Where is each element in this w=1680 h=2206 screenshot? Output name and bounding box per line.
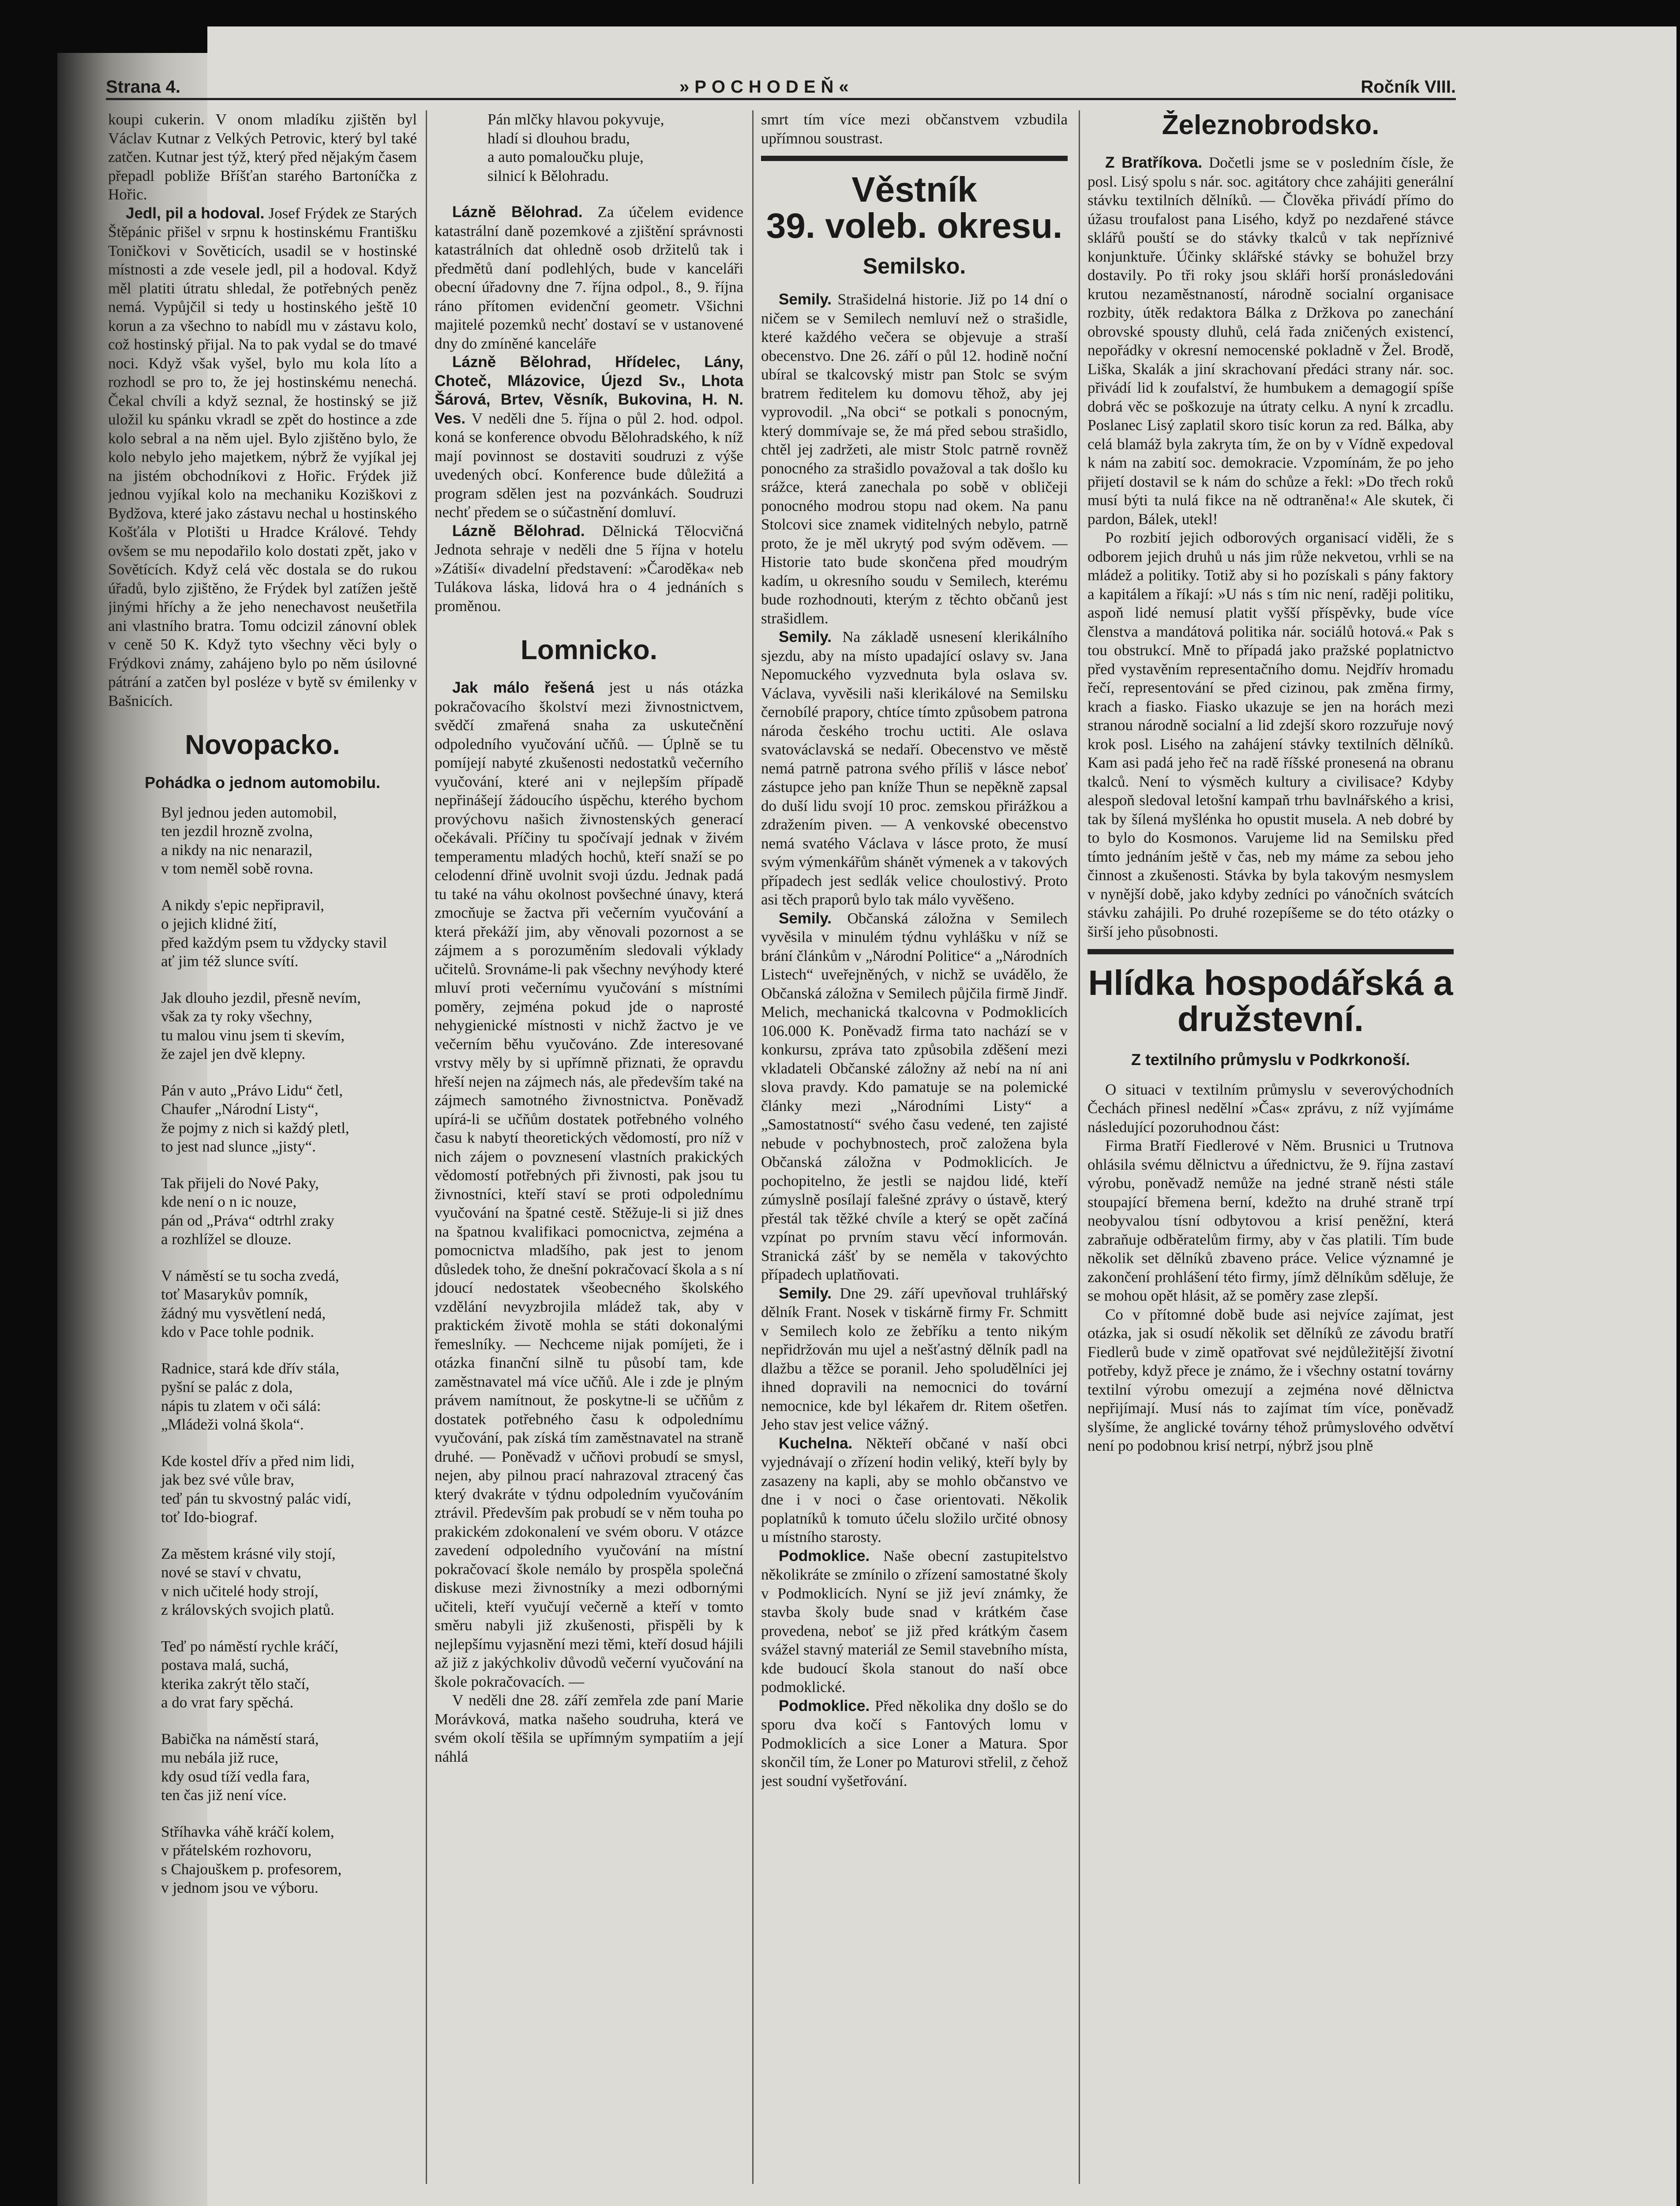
- article-text: [761, 1547, 1068, 1697]
- poem-line: tu malou vinu jsem ti skevím,: [161, 1026, 345, 1044]
- article-body: jest u nás otázka pokračovacího školství mezi živnostnictvem, svědčí zmařená snaha za uskutečnění odpoledního vyučování učňů. — Úplně se tu pomíjejí nabyté zkušenosti nedostatků večerního vyučování, které ani v nejlepším případě nepřinášejí žádoucího úspěchu, kterého bychom provýchovu našich živnostenských generací očekávali. Příčiny tu spočívají jednak v živém temperamentu mladých hochů, kteří snaží se po celodenní dřině uvolnit svoji úzdu. Jednak padá tu také na váhu okolnost povšechné únavy, která zmocňuje se žactva při večerním vyučování a která překáží jim, aby věnovali pozornost a se zájmem a s porozuměním sledovali výklady učitelů. Srovnáme-li pak všechny nevýhody které mluví proti večernímu vyučování s místními poměry, zejména pokud jde o naprosté nehygienické místnosti v nichž žactvo je ve večerním běhu vyučováno. Zde interesované vrstvy měly by si upřímně přiznati, že opravdu hřeší nejen na zájmech nás, ale především také na zájmech samotného živnostnictva. Poněvadž upírá-li se učňům dostatek potřebného volného času k nabytí theoretických vědomostí, pro níž v nich zájem o povznesení vlastních prakických vědomostí potřebných při živnosti, pak jsou tu živnostníci, kteří staví se proti odpolednímu vyučování na špatné cestě. Stěžuje-li si již dnes na špatnou kvalifikaci pomocnictva, zejména a pomocnictva mladšího, pak jest to jenom důsledek toho, že dnešní pokračovací škola a s ní jdoucí nedostatek všeobecného školského vzdělání nevyzbrojila mládež tak, aby v praktickém životě mohla se státi dokonalými řemeslníky. — Nechceme nijak pomíjeti, že i otázka finanční silně tu působí tam, kde zaměstnavatel má více učňů. Ale i zde je plným právem namítnout, že poskytne-li se učňům z dostatek potřebného času k odpolednímu vyučování, pak získá tím zaměstnavatel na straně druhé. — Poněvadž v učňovi probudí se smysl, nejen, aby pilnou prací nahrazoval ztracený čas který dvakráte v týdnu odpoledním vyučováním ztrávil. Především pak probudí se v něm touha po prakickém zdokonalení ve svém oboru. V otázce zavedení odpoledního vyučování na místní pokračovací škole nemálo by prospěla společná diskuse mezi živnostníky a mezi odbornými učiteli, kteří vyučují večerně a kteří v tomto směru nabyli již zkušenosti, přispěli by k nejlepšímu vyjasnění mezi těmi, kteří dosud hájili až již z jakýchkoliv důvodů večerní vyučování na škole pokračovacích. —: [435, 679, 743, 1690]
- volume-label: Ročník VIII.: [1361, 77, 1456, 97]
- article-head: Semily.: [779, 628, 832, 645]
- poem-line: pyšní se palác z dola,: [161, 1378, 293, 1396]
- poem-line: „Mládeži volná škola“.: [161, 1416, 304, 1433]
- poem-line: to jest nad slunce „jisty“.: [161, 1138, 316, 1155]
- article-text: [435, 203, 743, 353]
- poem-line: toť Masarykův pomník,: [161, 1286, 308, 1303]
- article-text: [761, 1697, 1068, 1791]
- column-2: [435, 110, 743, 2206]
- article-body: Strašidelná historie. Již po 14 dní o ničem se v Semilech nemluví než o strašidle, které každého večera se objevuje a straší obecenstvo. Dne 26. září o půl 12. hodině noční ubíral se tkalcovský mistr pan Stolc se svým bratrem ředitelem ku domovu těhož, aby jej vyprovodil. „Na obci“ se potkali s ponocným, který dommívaje se, že má před sebou strašidlo, chtěl jej zadržeti, ale mistr Stolc patrně rovněž ponocného za strašidlo považoval a tak došlo ku srážce, která zanechala po sobě v obličeji ponocného modrou stopu nad okem. Na panu Stolcovi sice znamek viditelných nebylo, patrně proto, že je měl ukrytý pod svým oděvem. — Historie tato bude skončena před moudrým kadím, u okresního soudu v Semilech, kterému bude rozhodnouti, kterým z těchto občanů jest strašidlem.: [761, 291, 1068, 627]
- section-heading: Novopacko.: [185, 730, 340, 760]
- poem-line: Za městem krásné vily stojí,: [161, 1545, 336, 1562]
- poem-line: Chaufer „Národní Listy“,: [161, 1100, 319, 1118]
- poem-line: v tom neměl sobě rovna.: [161, 860, 314, 877]
- article-body: Někteří občané v naší obci vyjednávají o zřízení hodin veliký, kteří byly by zasazeny na kapli, aby se mohlo občanstvo ve dne i v noci o čase orientovati. Několik poplatníků k tomuto účelu složilo určité obnosy u místního starosty.: [761, 1434, 1068, 1546]
- poem-line: A nikdy s'epic nepřipravil,: [161, 896, 324, 914]
- page-header: [106, 53, 1456, 101]
- article-body: Za účelem evidence katastrální daně pozemkové a zjištění správnosti katastrálních dat ohledně osob držitelů tak i předmětů daní podlehlých, bude v kanceláři obecní úřadovny dne 7. října odpol., 8., 9. října ráno přítomen evidenční geometr. Všichni majitelé pozemků nechť dostaví se v ustanovené dny do zmíněné kanceláře: [435, 203, 743, 352]
- article-head: Lázně Bělohrad, Hřídelec, Lány, Choteč, Mlázovice, Újezd Sv., Lhota Šárová, Brtev, Věsník, Bukovina, H. N. Ves.: [435, 353, 743, 427]
- column-4: [1088, 110, 1454, 2206]
- poem-line: silnicí k Bělohradu.: [488, 167, 609, 184]
- article-text: Po rozbití jejich odborových organisací viděli, že s odborem jejich druhů u nás jim růže nekvetou, vrhli se na mládež a politiky. Totiž aby si ho pozískali s pány faktory a kapitálem a říkají: »U nás s tím nic není, raději politiku, aspoň lidé nemusí platit vyšší příspěvky, bude více členstva a mandátová politika nár. sociálů hotová.« Pak s tou obstrukcí. Mně to případá jako pražské poplatnictvo před vystavěním representačního domu. Nejdřív hromadu řečí, representování se před cizinou, pak změna firmy, krach a fiasko. Fiasko ukazuje se jen na horách mezi stranou národně socialní a lid zdejší skoro rozzuřuje nový krok posl. Lisého na zahájení stávky textilních dělníků. Kam asi padá jeho řeč na radě říšské pronesená na obranu tkalců. Není to výsměch kultury a civilisace? Kdyby alespoň sledoval letošní kampaň trhu bavlnářského a krisi, tak by šílená myšlénka ho opustit musela. A neb dobré by to bylo do Kosmonos. Varujeme lid na Semilsku před tímto jednáním ještě v čas, neb my máme za sebou jeho činnost a zkušenosti. Stávka by byla takovým nesmyslem v nynější době, jako kdyby zedníci po vánočních svátcích stávku zahájili. Po druhé rozepíšeme se do této otázky o širší jeho působnosti.: [1088, 529, 1454, 940]
- poem-stanza: [108, 1637, 417, 1712]
- poem-line: žádný mu vysvětlení nedá,: [161, 1304, 326, 1322]
- poem-title: Pohádka o jednom automobilu.: [144, 773, 381, 792]
- poem-line: teď pán tu skvostný palác vidí,: [161, 1489, 351, 1507]
- poem-line: před každým psem tu vždycky stavil: [161, 934, 387, 951]
- poem-line: Jak dlouho jezdil, přesně nevím,: [161, 989, 361, 1006]
- article-text: [108, 204, 417, 711]
- poem-line: však za ty roky všechny,: [161, 1008, 312, 1025]
- column-1: [108, 110, 417, 2206]
- poem-stanza: [108, 1452, 417, 1527]
- paper-title: »POCHODEŇ«: [679, 77, 854, 97]
- article-text: [761, 1434, 1068, 1547]
- poem-line: toť Ido-biograf.: [161, 1508, 258, 1526]
- poem-line: Babička na náměstí stará,: [161, 1730, 319, 1748]
- poem-line: a rozhlížel se dlouze.: [161, 1231, 292, 1248]
- poem-line: kdy osud tíží vedla fara,: [161, 1767, 310, 1785]
- section-heading: Železnobrodsko.: [1162, 110, 1380, 140]
- article-text: [761, 909, 1068, 1284]
- column-divider: [1079, 110, 1080, 2184]
- poem-line: v přátelském rozhovoru,: [161, 1842, 312, 1859]
- poem-stanza: [108, 896, 417, 971]
- poem-line: s Chajouškem p. profesorem,: [161, 1860, 342, 1878]
- poem-line: Kde kostel dřív a před nim lidi,: [161, 1452, 355, 1470]
- article-text: V neděli dne 28. září zemřela zde paní Marie Morávková, matka našeho soudruha, která ve svém okolí těšila se upřímným sympatiím a její náhlá: [435, 1692, 743, 1765]
- poem-stanza: [108, 1545, 417, 1620]
- poem-line: kde není o n ic nouze,: [161, 1193, 297, 1210]
- article-body: Před několika dny došlo se do sporu dva kočí s Fantových lomu v Podmoklicích a sice Loner a Matura. Spor skončil tím, že Loner po Maturovi střelil, z čehož jest soudní vyšetřování.: [761, 1697, 1068, 1790]
- poem-line: hladí si dlouhou bradu,: [488, 129, 630, 147]
- article-text: [435, 522, 743, 616]
- article-body: Na základě usnesení klerikálního sjezdu, aby na místo upadající oslavy sv. Jana Nepomuckého vyzvednuta byla oslava sv. Václava, vyvěsili naši klerikálové na Semilsku černobílé prapory, chtíce tímto způsobem patrona národa českého trochu uctiti. Ale oslava svatováclavská se nedaří. Obecenstvo ve městě nemá patrně patrona svého příliš v lásce neboť zástupce jeho pan kníže Thun se nepěkně zapsal do duší lidu svojí 10 proc. zemskou přirážkou a zdražením piven. — A venkovské obecenstvo nemá svatého Václava v lásce proto, že musí svým výmenkářům shánět výmenek a v takových případech jest sedlák velice choulostivý. Proto asi těch praporů bylo tak málo vyvěšeno.: [761, 628, 1068, 908]
- article-head: Podmoklice.: [779, 1547, 870, 1564]
- section-heading: Lomnicko.: [520, 635, 658, 665]
- poem-stanza: [108, 1823, 417, 1898]
- article-head: Podmoklice.: [779, 1697, 870, 1715]
- article-text: [435, 353, 743, 522]
- poem-line: kdo v Pace tohle podnik.: [161, 1323, 315, 1340]
- header-rule: [106, 98, 1456, 100]
- article-body: Dočetli jsme se v posledním čísle, že posl. Lisý spolu s nár. soc. agitátory chce zahájiti generální stávku textilních dělníků. — Člověka přivádí přímo do úžasu troufalost pana Lisého, když po nezdařené stávce sklářů pouští se do stávky tkalců v tak nepříznivé konjunktuře. Účinky sklářské stávky se bohužel brzy dostavily. Po tři roky jsou skláři horší pronásledováni krutou nezaměstnaností, národně socialní organisace rozbity, útěk redaktora Bálka z Držkova po zanechání obrovské spousty dluhů, celá řada zničených existencí, nepořádky v okresní nemocenské pokladně v Žel. Brodě, Liška, Skalák a jiní skrachovaní předáci strany nár. soc. přivádí lid k zoufalství, že humbukem a demagogií spíše dobrá věc se poškozuje na útraty celku. A nyní k zrcadlu. Poslanec Lisý zaplatil skoro tisíc korun za red. Bálka, aby celá blamáž byla zakryta tím, že on by v Vídně expedoval k nám na zabití soc. demokracie. Vzpomínám, že po jeho přijetí dostavil se k nám do schůze a řekl: »Do třech roků musí býti ta nulá fikce na ně odtraněna!« Ale skutek, či pardon, Bálek, utekl!: [1088, 154, 1454, 528]
- article-text: O situaci v textilním průmyslu v severovýchodních Čechách přinesl nedělní »Čas« zprávu, z níž vyjímáme následující pozoruhodnou část:: [1088, 1080, 1454, 1136]
- article-head: Jedl, pil a hodoval.: [126, 204, 265, 222]
- article-body: Dělnická Tělocvičná Jednota sehraje v neděli dne 5 října v hotelu »Zátiší« divadelní představení: »Čaroděka« neb Tulákova láska, lidová hra o 4 jednáních s proměnou.: [435, 522, 743, 615]
- poem-stanza: [108, 1730, 417, 1805]
- article-head: Semily.: [779, 1284, 832, 1302]
- section-rule: [1088, 949, 1454, 954]
- poem-stanza: [108, 989, 417, 1064]
- poem-line: pán od „Práva“ odtrhl zraky: [161, 1212, 334, 1229]
- article-head: Semily.: [779, 909, 832, 927]
- column-3: [761, 110, 1068, 2206]
- article-text: smrt tím více mezi občanstvem vzbudila upřímnou soustrast.: [761, 111, 1068, 147]
- article-head: Lázně Bělohrad.: [452, 522, 585, 540]
- poem-line: Teď po náměstí rychle kráčí,: [161, 1637, 339, 1655]
- poem-line: v nich učitelé hody strojí,: [161, 1582, 319, 1600]
- poem-line: Tak přijeli do Nové Paky,: [161, 1174, 319, 1192]
- article-body: Občanská záložna v Semilech vyvěsila v minulém týdnu vyhlášku v níž se brání článkům v „Národní Politice“ a „Národních Listech“ uveřejněných, v nichž se uvádělo, že Občanská záložna v Semilech půjčila firmě Jindř. Melich, mechanická tkalcovna v Podmoklicích 106.000 K. Poněvadž firma tato nachází se v konkursu, zpráva tato způsobila zděšení mezi vkladateli Občanské záložny až nebí na ní ani slova pravdy. Kdo pamatuje se na polemické články mezi „Národními Listy“ a „Samostatností“ svého času vedené, ten zajisté nebude v pochybnostech, proč založena byla Občanská záložna v Podmoklicích. Je pochopitelno, že jestli se najdou lidé, kteří zúmyslně posílají falešné zprávy o ústavě, který přestál tak těžké chvíle a který se opět začíná vzpínat po prvním stavu věcí informován. Stranická zášť by se neměla v takovýchto případech uplatňovati.: [761, 909, 1068, 1283]
- poem-line: a do vrat fary spěchá.: [161, 1694, 294, 1711]
- poem-line: Radnice, stará kde dřív stála,: [161, 1359, 340, 1377]
- poem-line: o jejich klidné žití,: [161, 915, 277, 932]
- article-body: Naše obecní zastupitelstvo několikráte se zmínilo o zřízení samostatné školy v Podmoklicích. Nyní se již jeví známky, že stavba školy bude snad v krátkém čase provedena, neboť se již před krátkým časem svážel stavný materiál ze Semil stavebního místa, kde budoucí škola stanout do naší obce podmoklické.: [761, 1547, 1068, 1696]
- column-divider: [426, 110, 427, 2184]
- column-divider: [752, 110, 754, 2184]
- poem-line: V náměstí se tu socha zvedá,: [161, 1267, 339, 1284]
- poem: [108, 803, 417, 1898]
- poem-line: ten čas již není více.: [161, 1786, 287, 1804]
- poem-line: nové se staví v chvatu,: [161, 1564, 301, 1581]
- section-heading: Hlídka hospodářská a družstevní.: [1088, 963, 1453, 1039]
- poem-line: v jednom jsou ve výboru.: [161, 1879, 319, 1896]
- poem-line: Pán v auto „Právo Lidu“ četl,: [161, 1081, 343, 1099]
- poem-line: ať jim též slunce svítí.: [161, 953, 299, 970]
- section-subheading: Semilsko.: [862, 254, 966, 278]
- article-head: Semily.: [779, 291, 832, 308]
- poem-stanza: [108, 1267, 417, 1342]
- poem-line: Pán mlčky hlavou pokyvuje,: [488, 111, 664, 128]
- poem-stanza: [108, 1081, 417, 1156]
- page-number: Strana 4.: [106, 77, 180, 97]
- poem-line: postava malá, suchá,: [161, 1656, 289, 1673]
- poem-line: kterika zakrýt tělo stačí,: [161, 1675, 310, 1692]
- article-body: Dne 29. září upevňoval truhlářský dělník Frant. Nosek v tiskárně firmy Fr. Schmitt v Semilech kolo ze žebříku a tento nikým nepřidržován mu ujel a nešťastný dělník padl na dlažbu a těžce se poranil. Jeho spoludělníci jej ihned dopravili na nemocnici do tovární nemocnice, kde byl lékařem dr. Ritem ošetřen. Jeho stav jest velice vážný.: [761, 1284, 1068, 1433]
- article-head: Jak málo řešená: [452, 679, 594, 696]
- poem-ending: [435, 110, 743, 185]
- poem-line: že pojmy z nich si každý pletl,: [161, 1119, 349, 1137]
- article-text: Firma Bratří Fiedlerové v Něm. Brusnici u Trutnova ohlásila svému dělnictvu a úřednictvu, že 9. října zastaví výrobu, poněvadž nemůže na jedné straně nésti stále stoupající břemena berní, kdežto na druhé straně trpí neobyvalou tísní odbytovou a krisí peněžní, která zabraňuje odběratelům firmy, aby v čas platili. Tím bude několik set dělníků zbaveno práce. Velice významné je zakončení prohlášení této firmy, jímž dělníkům sděluje, že se mohou opět hlásit, až se poměry zase zlepší.: [1088, 1137, 1454, 1304]
- article-text: koupi cukerin. V onom mladíku zjištěn byl Václav Kutnar z Velkých Petrovic, který byl také zatčen. Kutnar jest týž, který před nějakým časem přepadl pobliže Bříšťan starého Bartoníčka z Hořic.: [108, 111, 417, 203]
- article-subheading: Z textilního průmyslu v Podkrkonoší.: [1131, 1050, 1410, 1069]
- article-body: V neděli dne 5. října o půl 2. hod. odpol. koná se konference obvodu Bělohradského, k níž mají povinnost se dostaviti soudruzi z výše uvedených obcí. Konference bude důležitá a program sdělen jest na pozvánkách. Soudruzi nechť předem se o súčastnění domluví.: [435, 409, 743, 521]
- article-body: Josef Frýdek ze Starých Štěpánic přišel v srpnu k hostinskému Františku Toničkovi v Sověticích, usadil se v hostinské místnosti a zde vesele jedl, pil a hodoval. Když měl platiti útratu shledal, že potřebných peněz nemá. Vypůjčil si tedy u hostinského ještě 10 korun a za všechno to nabídl mu v zástavu kolo, což hostinský přijal. Na to pak vydal se do tmavé noci. Když však vyšel, bylo mu kola líto a rozhodl se pro to, že jej hostinskému nenechá. Čekal chvíli a když seznal, že hostinský se již uložil ku spánku vkradl se zpět do hostince a zde kolo sebral a na něm ujel. Bylo zjištěno bylo, že kolo nebylo jeho majetkem, nýbrž že vyjíkal jej na jistém obchodníkovi z Hořic. Frýdek již jednou vyjíkal kolo na mechaniku Koziškovi z Bydžova, které jako zástavu nechal u hostinského Košťála v Plotišti u Hradce Králové. Tehdy ovšem se mu nepodařilo kolo dostati zpět, jako v Sovětících. Když celá věc dostala se do rukou úřadů, bylo zjištěno, že Frýdek byl zatížen ještě jinými hříchy a že jeho nenechavost neušetřila ani vlastního bratra. Tomu odcizil zánovní oblek v ceně 50 K. Když tyto všechny věci byly o Frýdkovi známy, zahájeno bylo po něm úsilovné pátrání a zatčen byl posléze v bytě sv émilenky v Bašnicích.: [108, 204, 417, 709]
- poem-line: z královských svojich platů.: [161, 1601, 334, 1618]
- section-heading: 39. voleb. okresu.: [766, 206, 1063, 245]
- article-text: Co v přítomné době bude asi nejvíce zajímat, jest otázka, jak si osudí několik set dělníků ze závodu bratří Fiedlerů bude v zimě opatřovat své nejdůležitější životní potřeby, když přece je známo, že i všechny ostatní továrny textilní výrobu omezují a zejména nové dělnictva nepřijímají. Musí nás to zajímat tím více, poněvadž slyšíme, že anglické továrny téhož průmyslového odvětví není po podobnou krisí netrpí, nýbrž jsou plně: [1088, 1306, 1454, 1454]
- poem-line: a nikdy na nic nenarazil,: [161, 841, 313, 859]
- poem-line: nápis tu zlatem v oči sálá:: [161, 1397, 321, 1414]
- article-text: [761, 1284, 1068, 1434]
- section-rule: [761, 156, 1068, 161]
- poem-line: a auto pomaloučku pluje,: [488, 148, 644, 165]
- article-head: Lázně Bělohrad.: [452, 203, 583, 221]
- article-text: [1088, 154, 1454, 529]
- article-text: [435, 679, 743, 1691]
- article-head: Kuchelna.: [779, 1434, 853, 1452]
- poem-line: že zajel jen dvě klepny.: [161, 1045, 306, 1062]
- article-head: Z Bratříkova.: [1105, 154, 1203, 171]
- poem-stanza: [108, 803, 417, 878]
- poem-line: ten jezdil hrozně zvolna,: [161, 822, 313, 840]
- article-text: [761, 628, 1068, 909]
- poem-line: Stříhavka váhě kráčí kolem,: [161, 1823, 334, 1840]
- poem-stanza: [108, 1174, 417, 1249]
- poem-line: jak bez své vůle brav,: [161, 1471, 294, 1488]
- poem-line: mu nebála již ruce,: [161, 1749, 279, 1766]
- poem-line: Byl jednou jeden automobil,: [161, 803, 337, 821]
- article-text: [761, 290, 1068, 628]
- section-heading: Věstník: [851, 170, 977, 209]
- poem-stanza: [108, 1359, 417, 1434]
